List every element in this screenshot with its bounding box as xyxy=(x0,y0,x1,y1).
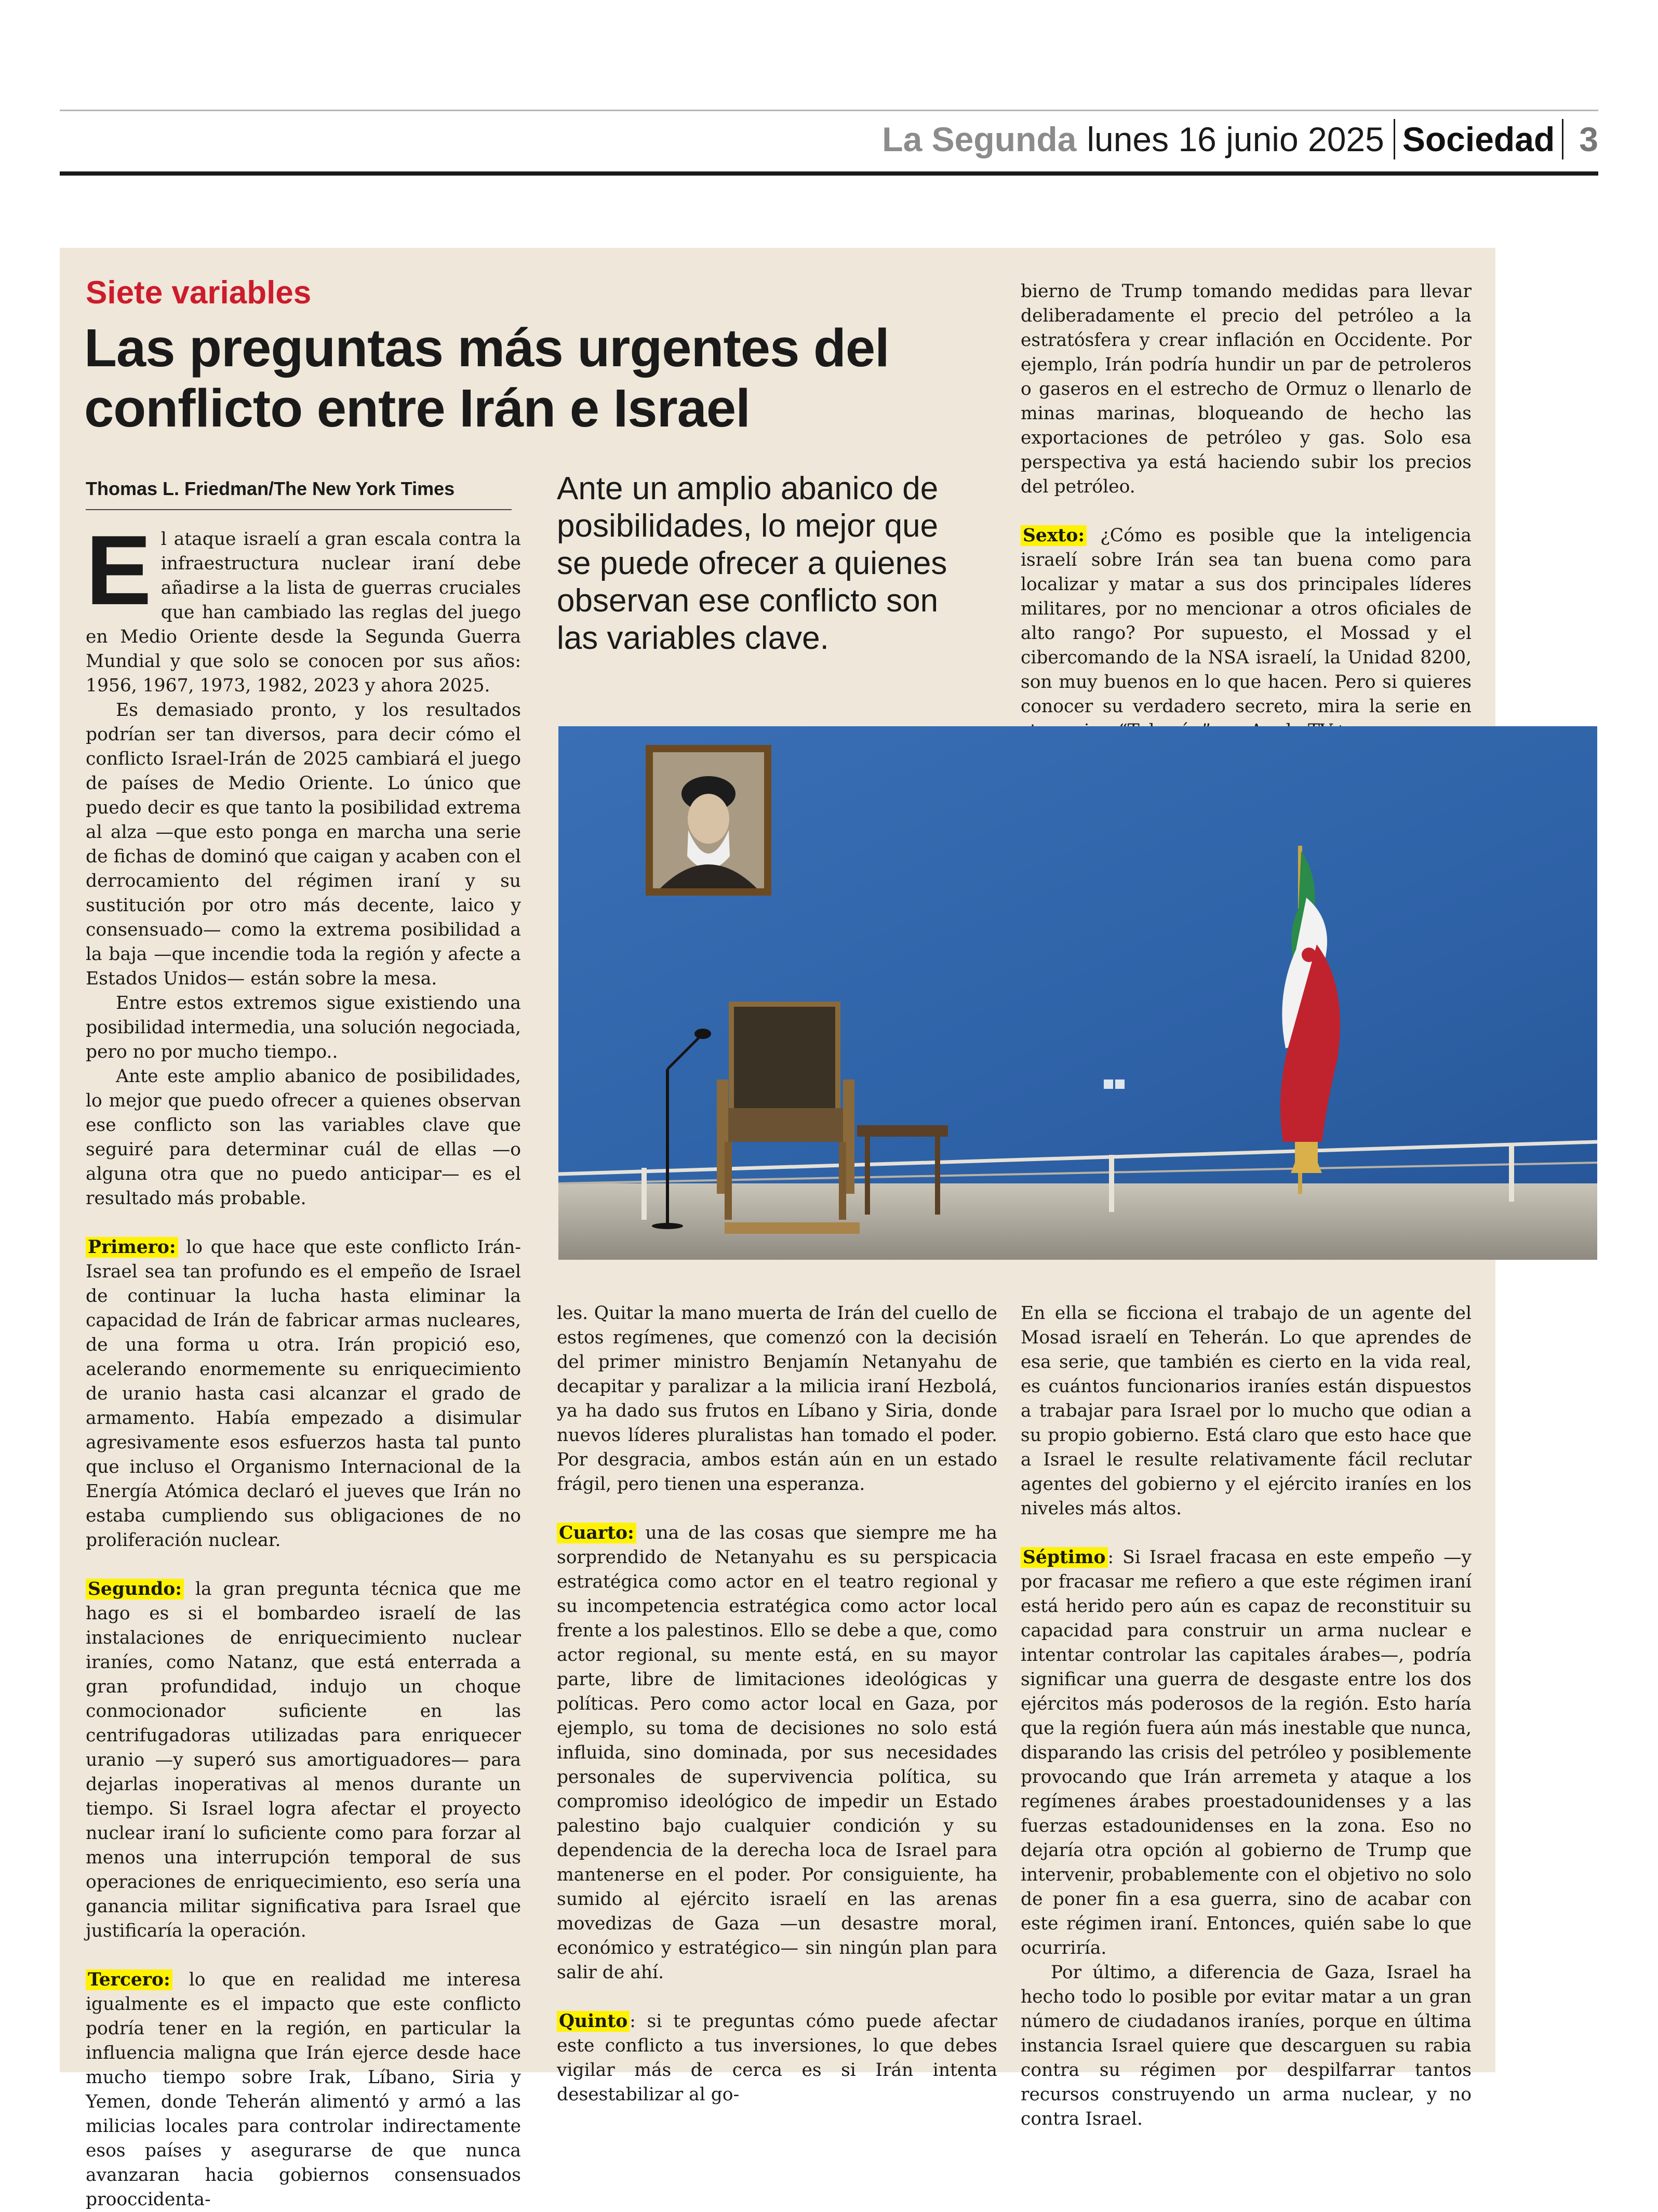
highlight-label: Segundo: xyxy=(86,1579,184,1600)
paragraph: Es demasiado pronto, y los resultados podrían ser tan diversos, para decir cómo el conflicto Israel-Irán de 2025 cambiará el juego de países de Medio Oriente. Lo único que puedo decir es que tanto la posibilidad extrema al alza —que esto ponga en marcha una serie de fichas de dominó que caigan y acaben con el derrocamiento del régimen iraní y su sustitución por otro más decente, laico y consensuado— como la extrema posibilidad a la baja —que incendie toda la región y afecte a Estados Unidos— están sobre la mesa. xyxy=(86,700,521,989)
wall-socket xyxy=(1104,1080,1113,1089)
article-column-3-bottom xyxy=(1021,1301,1472,2131)
portrait-face xyxy=(688,794,729,844)
pull-quote: Ante un amplio abanico de posibilidades, lo mejor que se puede ofrecer a quienes observan ese conflicto son las variables clave. xyxy=(557,471,947,656)
article-photo xyxy=(558,726,1597,1260)
wall-socket xyxy=(1115,1080,1125,1089)
paragraph-quinto xyxy=(557,2009,997,2107)
paragraph-text: ¿Cómo es posible que la inteligencia israelí sobre Irán sea tan buena como para localizar y matar a sus dos principales líderes militares, por no mencionar a otros oficiales de alto rango? Por supuesto, el Mossad y el cibercomando de la NSA israelí, la Unidad 8200, son muy buenos en lo que hacen. Pero si quieres conocer su verdadero secreto, mira la serie en xyxy=(1021,525,1472,717)
paragraph-text: lo que en realidad me interesa igualmente es el impacto que este conflicto podría tener en la región, en particular la influencia maligna que Irán ejerce desde hace mucho tiempo sobre Irak, Líbano, Siria y Yemen, donde Teherán alimentó y armó a las milicias locales para controlar indirectamente esos países y asegurarse de que nunca avanzaran hacia gobiernos consensuados prooccidenta- xyxy=(86,1969,521,2210)
side-table-leg xyxy=(935,1137,940,1215)
paragraph: En ella se ficciona el trabajo de un agente del Mosad israelí en Teherán. Lo que aprendes de esa serie, que también es cierto en la vida real, es cuántos funcionarios iraníes están dispuestos a trabajar para Israel por lo mucho que odian a su propio gobierno. Está claro que esto hace que a Israel le resulte relativamente fácil reclutar agentes del gobierno y el ejército iraníes en los niveles más altos. xyxy=(1021,1303,1472,1519)
chair-platform xyxy=(725,1222,860,1234)
paragraph: Por último, a diferencia de Gaza, Israel ha hecho todo lo posible por evitar matar a un gran número de ciudadanos iraníes, porque en última instancia Israel quiere que descarguen su rabia contra su régimen por despilfarrar tantos recursos construyendo un arma nuclear, y no contra Israel. xyxy=(1021,1962,1472,2129)
masthead-top-rule xyxy=(60,110,1598,111)
masthead-separator xyxy=(1394,119,1395,159)
paragraph-septimo xyxy=(1021,1545,1472,1961)
article-column-1 xyxy=(86,515,521,2212)
page-number: 3 xyxy=(1579,120,1598,158)
article-column-3-top xyxy=(1021,279,1472,743)
paragraph-text: una de las cosas que siempre me ha sorprendido de Netanyahu es su perspicacia estratégica como actor en el teatro regional y su incompetencia estratégica como actor local frente a los palestinos. Ello se debe a que, como actor regional, su mente está, en su mayor parte, libre de limitaciones ideológicas y políticas. Pero como actor local en Gaza, por ejemplo, su toma de decisiones no solo está influida, sino dominada, por sus necesidades personales de supervivencia política, su compromiso ideológico de impedir un Estado palestino bajo cualquier condición y su dependencia de la derecha loca de Israel para mantenerse en el poder. Por consiguiente, ha sumido al ejército israelí en las arenas movedizas de Gaza —un desastre moral, económico y estratégico— sin ningún plan para salir de ahí. xyxy=(557,1523,997,1983)
paragraph: bierno de Trump tomando medidas para llevar deliberadamente el precio del petróleo a la estratósfera y crear inflación en Occidente. Por ejemplo, Irán podría hundir un par de petroleros o gaseros en el estrecho de Ormuz o llenarlo de minas marinas, bloqueando de hecho las exportaciones de petróleo y gas. Solo esa perspectiva ya está haciendo subir los precios del petróleo. xyxy=(1021,281,1472,497)
article-byline: Thomas L. Friedman/The New York Times xyxy=(86,478,512,510)
masthead-info xyxy=(882,113,1598,165)
highlight-label: Cuarto: xyxy=(557,1523,636,1543)
paragraph-segundo xyxy=(86,1577,521,1943)
highlight-label: Primero: xyxy=(86,1237,178,1258)
side-table-leg xyxy=(865,1137,870,1215)
highlight-label: Sexto: xyxy=(1021,525,1087,546)
article-kicker: Siete variables xyxy=(86,275,312,311)
chair-leg xyxy=(839,1142,846,1220)
article-column-2 xyxy=(557,1301,997,2107)
masthead xyxy=(60,113,1598,171)
section-name: Sociedad xyxy=(1402,120,1555,158)
highlight-label: Tercero: xyxy=(86,1969,172,1990)
highlight-label: Quinto xyxy=(557,2011,630,2032)
railing-post xyxy=(641,1168,647,1220)
flag-tassel xyxy=(1291,1142,1322,1173)
microphone-base xyxy=(652,1223,683,1229)
highlight-label: Séptimo xyxy=(1021,1547,1108,1568)
masthead-separator xyxy=(1562,119,1563,159)
railing-post xyxy=(1509,1144,1514,1202)
paragraph-text: : Si Israel fracasa en este empeño —y por fracasar me refiero a que este régimen iraní está herido pero aún es capaz de reconstituir su capacidad para construir un arma nuclear e intentar controlar las capitales árabes—, podría significar una guerra de desgaste entre los dos ejércitos más poderosos de la región. Esto haría que la región fuera aún más inestable que nunca, disparando las crisis del petróleo y posiblemente provocando que Irán arremeta y ataque a los regímenes árabes proestadounidenses y a las fuerzas estadounidenses en la zona. Eso no dejaría otra opción al gobierno de Trump que intervenir, probablemente con el objetivo no solo de poner fin a esa guerra, sino de acabar con este régimen iraní. Entonces, quién sabe lo que ocurriría. xyxy=(1021,1547,1472,1958)
article-headline: Las preguntas más urgentes del conflicto entre Irán e Israel xyxy=(84,318,889,438)
paragraph: Ante este amplio abanico de posibilidades, lo mejor que puedo ofrecer a quienes observan ese conflicto son las variables clave que seguiré para determinar cuál de ellas —o alguna otra que no puedo anticipar— es el resultado más probable. xyxy=(86,1066,521,1209)
drop-cap: E xyxy=(86,515,152,625)
paragraph-text: l ataque israelí a gran escala contra la infraestructura nuclear iraní debe añadirse a la lista de guerras cruciales que han cambiado las reglas del juego en Medio Oriente desde la Segunda Guerra Mundial y que solo se conocen por sus años: 1956, 1967, 1973, 1982, 2023 y ahora 2025. xyxy=(86,529,521,696)
paragraph-text: la gran pregunta técnica que me hago es si el bombardeo israelí de las instalaciones de enriquecimiento nuclear iraníes, como Natanz, que está enterrada a gran profundidad, indujo un choque conmocionador suficiente en las centrifugadoras utilizadas para enriquecer uranio —y superó sus amortiguadores— para dejarlas inoperativas al menos durante un tiempo. Si Israel logra afectar el proyecto nuclear iraní lo suficiente como para forzar al menos una interrupción temporal de sus operaciones de enriquecimiento, eso sería una ganancia militar significativa para Israel que justificaría la operación. xyxy=(86,1579,521,1941)
side-table-top xyxy=(857,1125,948,1137)
railing-post xyxy=(1109,1155,1114,1212)
paragraph: Entre estos extremos sigue existiendo una posibilidad intermedia, una solución negociada, pero no por mucho tiempo.. xyxy=(86,993,521,1062)
paragraph: les. Quitar la mano muerta de Irán del cuello de estos regímenes, que comenzó con la decisión del primer ministro Benjamín Netanyahu de decapitar y paralizar a la milicia iraní Hezbolá, ya ha dado sus frutos en Líbano y Siria, donde nuevos líderes pluralistas han tomado el poder. Por desgracia, ambos están aún en un estado frágil, pero tienen una esperanza. xyxy=(557,1303,997,1495)
paragraph-tercero xyxy=(86,1968,521,2212)
microphone-icon xyxy=(694,1029,711,1039)
newspaper-name: La Segunda xyxy=(882,120,1077,158)
issue-date: lunes 16 junio 2025 xyxy=(1087,120,1384,158)
paragraph xyxy=(86,515,521,698)
paragraph-primero xyxy=(86,1235,521,1553)
flag-emblem xyxy=(1302,948,1316,962)
paragraph-sexto xyxy=(1021,524,1472,743)
paragraph-text: : si te preguntas cómo puede afectar este conflicto a tus inversiones, lo que debes vigilar más de cerca es si Irán intenta desestabilizar al go- xyxy=(557,2011,997,2105)
stage-floor xyxy=(558,1183,1597,1260)
masthead-bottom-rule xyxy=(60,171,1598,176)
photo-stage-with-portrait-chair-flag xyxy=(558,726,1597,1260)
paragraph-text: lo que hace que este conflicto Irán-Israel sea tan profundo es el empeño de Israel de continuar la lucha hasta eliminar la capacidad de Irán de fabricar armas nucleares, de una forma u otra. Irán propició eso, acelerando enormemente su enriquecimiento de uranio hasta casi alcanzar el grado de armamento. Había empezado a disimular agresivamente esos esfuerzos hasta tal punto que incluso el Organismo Internacional de la Energía Atómica declaró el jueves que Irán no estaba cumpliendo sus obligaciones de no proliferación nuclear. xyxy=(86,1237,521,1551)
chair-leg xyxy=(725,1142,732,1220)
paragraph-cuarto xyxy=(557,1521,997,1985)
chair-seat xyxy=(717,1108,854,1142)
